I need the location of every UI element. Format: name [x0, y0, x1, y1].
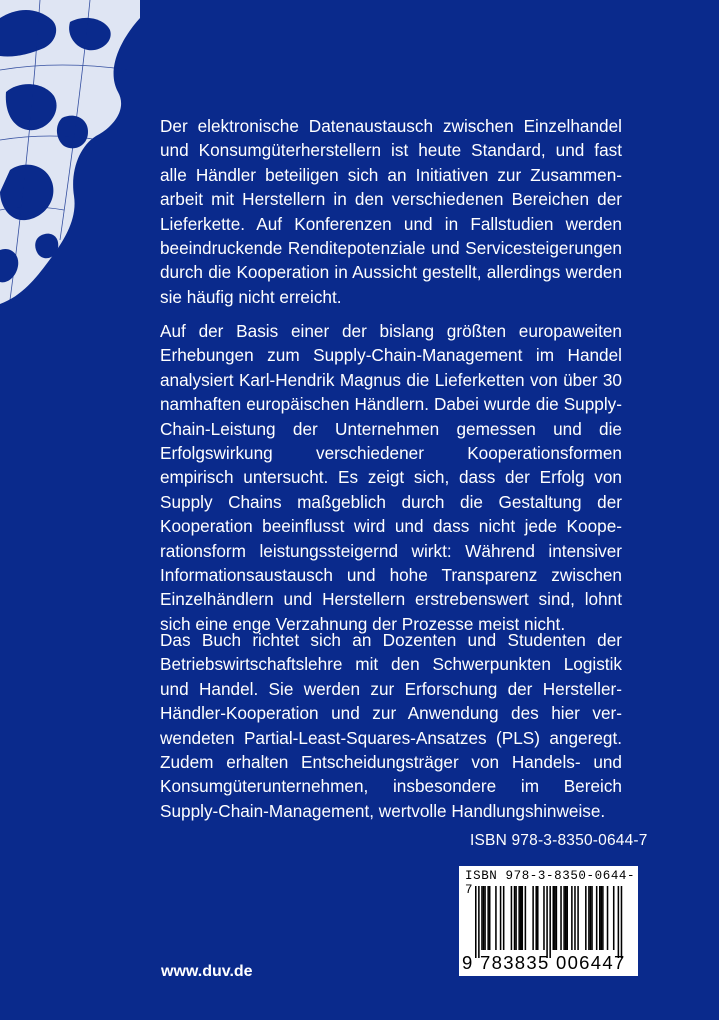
description-paragraph-3: Das Buch richtet sich an Dozenten und Studenten der Betriebswirtschaftslehre mit den Schwerpunkten Logistik und Handel. Sie werden zur Erforschung der Hersteller-Händler-Kooperation und zur Anwendung des hier verwendeten Partial-Least-Squares-Ansatzes (PLS) angeregt. Zudem erhalten Entscheidungsträger von Handels- und Konsumgüterunternehmen, insbesondere im Bereich Supply-Chain-Management, wertvolle Handlungshinweise.	[160, 630, 622, 821]
globe-illustration	[0, 0, 140, 318]
description-paragraph-2: Auf der Basis einer der bislang größten europaweiten Erhebungen zum Supply-Chain-Management im Handel analysiert Karl-Hendrik Magnus die Lieferketten von über 30 namhaften europäischen Händlern. Dabei wurde die Supply-Chain-Leistung der Unternehmen gemessen und die Erfolgswirkung verschiedener Kooperationsformen empirisch untersucht. Es zeigt sich, dass der Erfolg von Supply Chains maßgeblich durch die Gestaltung der Kooperation beeinflusst wird und dass nicht jede Kooperationsform leistungssteigernd wirkt: Während intensiver Informationsaustausch und hohe Transparenz zwischen Einzelhändlern und Herstellern erstrebenswert sind, lohnt sich eine enge Verzahnung der Prozesse meist nicht.	[160, 321, 622, 634]
barcode-digits: 9 783835 006447	[462, 952, 626, 973]
description-paragraph-1: Der elektronische Datenaustausch zwischen Einzelhandel und Konsumgüterherstellern ist heute Standard, und fast alle Händler beteiligen sich an Initiativen zur Zusammenarbeit mit Herstellern in den verschiedenen Bereichen der Lieferkette. Auf Konferenzen und in Fallstudien werden beeindruckende Renditepotenziale und Servicesteigerungen durch die Kooperation in Aussicht gestellt, allerdings werden sie häufig nicht erreicht.	[160, 116, 622, 307]
barcode-isbn-line: ISBN 978-3-8350-0644-7	[465, 869, 636, 897]
isbn-label: ISBN 978-3-8350-0644-7	[470, 832, 648, 849]
website-link[interactable]: www.duv.de	[161, 963, 253, 980]
barcode	[459, 866, 638, 976]
